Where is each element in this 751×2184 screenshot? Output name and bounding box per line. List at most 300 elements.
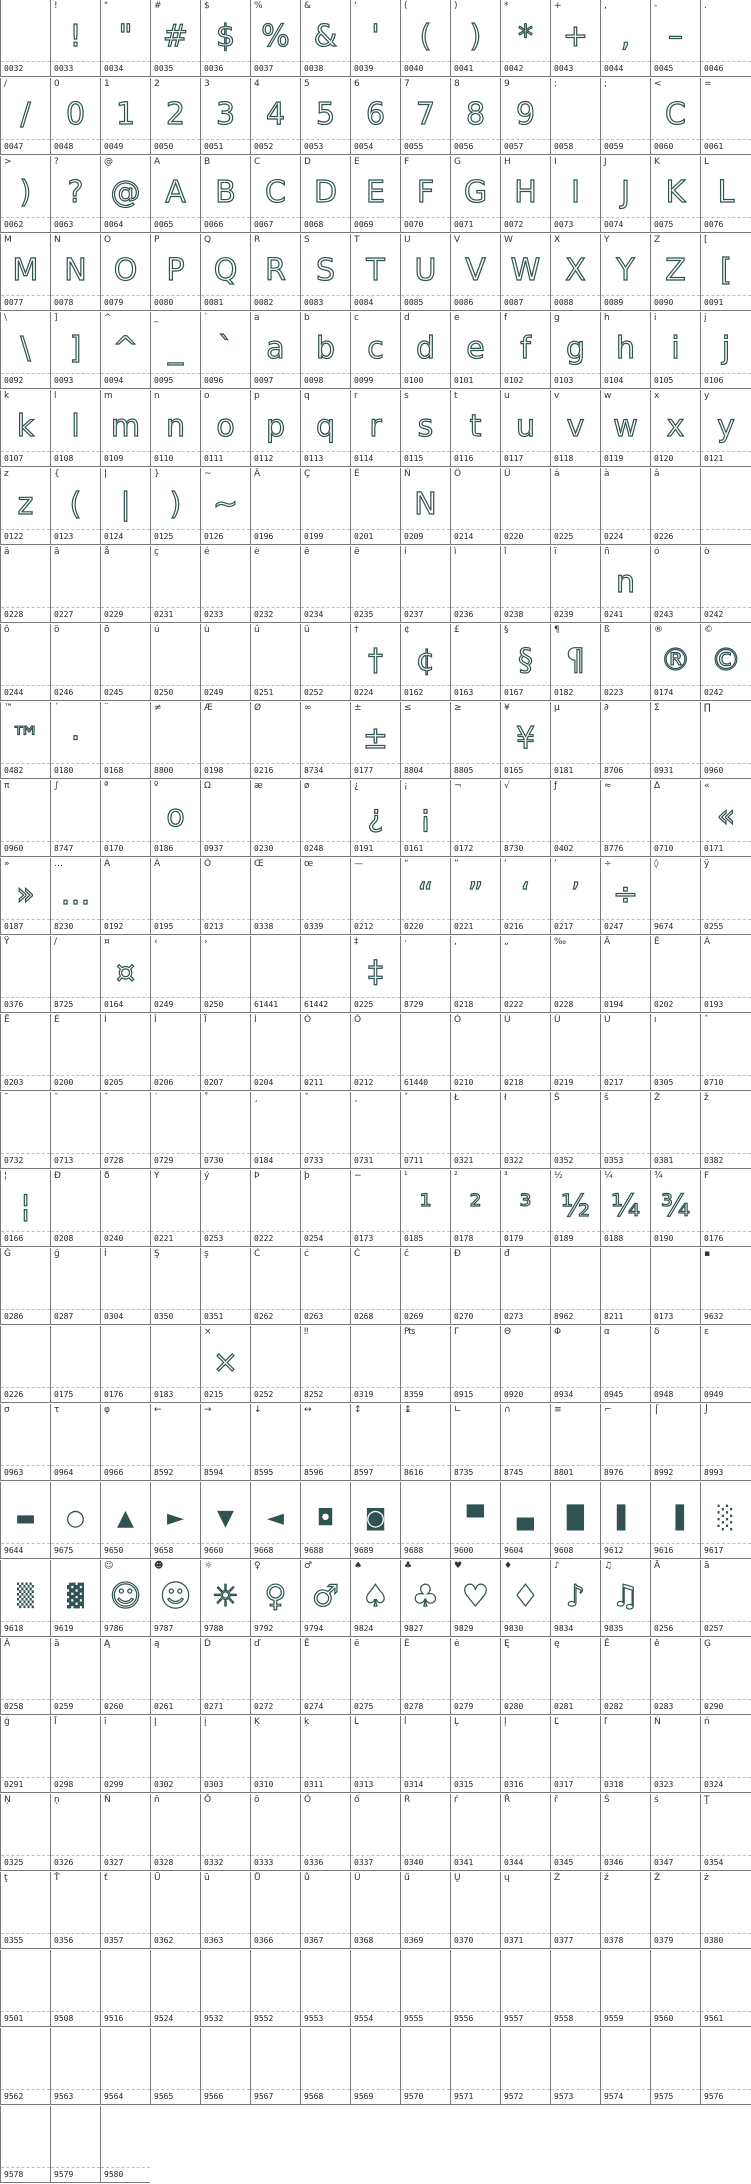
- glyph-cell[interactable]: [650, 1248, 700, 1325]
- glyph-cell[interactable]: [0, 1638, 50, 1715]
- glyph-cell[interactable]: [100, 2028, 150, 2105]
- glyph-cell[interactable]: [200, 1170, 250, 1247]
- glyph-cell[interactable]: [100, 234, 150, 311]
- glyph-cell[interactable]: [250, 1170, 300, 1247]
- glyph-cell[interactable]: [100, 546, 150, 623]
- glyph-cell[interactable]: [150, 858, 200, 935]
- glyph-cell[interactable]: [50, 1950, 100, 2027]
- glyph-cell[interactable]: [500, 780, 550, 857]
- glyph-cell[interactable]: [100, 1482, 150, 1559]
- glyph-cell[interactable]: [400, 936, 450, 1013]
- glyph-cell[interactable]: [50, 78, 100, 155]
- glyph-cell[interactable]: [350, 1716, 400, 1793]
- glyph-cell[interactable]: [650, 0, 700, 77]
- glyph-cell[interactable]: [300, 156, 350, 233]
- glyph-cell[interactable]: [550, 1092, 600, 1169]
- glyph-cell[interactable]: [550, 702, 600, 779]
- glyph-cell[interactable]: [700, 1170, 751, 1247]
- glyph-cell[interactable]: [450, 1560, 500, 1637]
- glyph-cell[interactable]: [550, 2028, 600, 2105]
- glyph-cell[interactable]: [0, 234, 50, 311]
- glyph-cell[interactable]: [600, 702, 650, 779]
- glyph-cell[interactable]: [100, 1950, 150, 2027]
- glyph-cell[interactable]: [50, 1326, 100, 1403]
- glyph-cell[interactable]: [0, 1482, 50, 1559]
- glyph-cell[interactable]: [550, 78, 600, 155]
- glyph-cell[interactable]: [300, 1170, 350, 1247]
- glyph-cell[interactable]: [700, 1092, 751, 1169]
- glyph-cell[interactable]: [200, 858, 250, 935]
- glyph-cell[interactable]: [100, 1092, 150, 1169]
- glyph-cell[interactable]: [250, 234, 300, 311]
- glyph-cell[interactable]: [550, 858, 600, 935]
- glyph-cell[interactable]: [250, 1092, 300, 1169]
- glyph-cell[interactable]: [450, 468, 500, 545]
- glyph-cell[interactable]: [650, 78, 700, 155]
- glyph-cell[interactable]: [500, 858, 550, 935]
- glyph-cell[interactable]: [150, 1794, 200, 1871]
- glyph-cell[interactable]: [150, 1638, 200, 1715]
- glyph-cell[interactable]: [250, 156, 300, 233]
- glyph-cell[interactable]: [500, 1326, 550, 1403]
- glyph-cell[interactable]: [400, 1014, 450, 1091]
- glyph-cell[interactable]: [250, 624, 300, 701]
- glyph-cell[interactable]: [200, 1092, 250, 1169]
- glyph-cell[interactable]: [50, 2106, 100, 2183]
- glyph-cell[interactable]: [50, 936, 100, 1013]
- glyph-cell[interactable]: [650, 780, 700, 857]
- glyph-cell[interactable]: [450, 858, 500, 935]
- glyph-cell[interactable]: [50, 390, 100, 467]
- glyph-cell[interactable]: [550, 1326, 600, 1403]
- glyph-cell[interactable]: [600, 1170, 650, 1247]
- glyph-cell[interactable]: [650, 1170, 700, 1247]
- glyph-cell[interactable]: [150, 1014, 200, 1091]
- glyph-cell[interactable]: [200, 390, 250, 467]
- glyph-cell[interactable]: [150, 0, 200, 77]
- glyph-cell[interactable]: [600, 1326, 650, 1403]
- glyph-cell[interactable]: [100, 780, 150, 857]
- glyph-cell[interactable]: [250, 312, 300, 389]
- glyph-cell[interactable]: [500, 234, 550, 311]
- glyph-cell[interactable]: [350, 1248, 400, 1325]
- glyph-cell[interactable]: [150, 156, 200, 233]
- glyph-cell[interactable]: [50, 1014, 100, 1091]
- glyph-cell[interactable]: [700, 858, 751, 935]
- glyph-cell[interactable]: [100, 1638, 150, 1715]
- glyph-cell[interactable]: [400, 234, 450, 311]
- glyph-cell[interactable]: [650, 1794, 700, 1871]
- glyph-cell[interactable]: [350, 468, 400, 545]
- glyph-cell[interactable]: [700, 1872, 751, 1949]
- glyph-cell[interactable]: [50, 546, 100, 623]
- glyph-cell[interactable]: [100, 1872, 150, 1949]
- glyph-cell[interactable]: [700, 312, 751, 389]
- glyph-cell[interactable]: [400, 1248, 450, 1325]
- glyph-cell[interactable]: [700, 2028, 751, 2105]
- glyph-cell[interactable]: [400, 1092, 450, 1169]
- glyph-cell[interactable]: [300, 1326, 350, 1403]
- glyph-cell[interactable]: [400, 780, 450, 857]
- glyph-cell[interactable]: [50, 1560, 100, 1637]
- glyph-cell[interactable]: [250, 546, 300, 623]
- glyph-cell[interactable]: [700, 780, 751, 857]
- glyph-cell[interactable]: [300, 1248, 350, 1325]
- glyph-cell[interactable]: [300, 234, 350, 311]
- glyph-cell[interactable]: [200, 702, 250, 779]
- glyph-cell[interactable]: [50, 1170, 100, 1247]
- glyph-cell[interactable]: [50, 0, 100, 77]
- glyph-cell[interactable]: [450, 1482, 500, 1559]
- glyph-cell[interactable]: [500, 1716, 550, 1793]
- glyph-cell[interactable]: [550, 1404, 600, 1481]
- glyph-cell[interactable]: [700, 546, 751, 623]
- glyph-cell[interactable]: [0, 780, 50, 857]
- glyph-cell[interactable]: [0, 1560, 50, 1637]
- glyph-cell[interactable]: [150, 390, 200, 467]
- glyph-cell[interactable]: [450, 936, 500, 1013]
- glyph-cell[interactable]: [100, 624, 150, 701]
- glyph-cell[interactable]: [700, 468, 751, 545]
- glyph-cell[interactable]: [400, 1326, 450, 1403]
- glyph-cell[interactable]: [500, 1638, 550, 1715]
- glyph-cell[interactable]: [550, 1248, 600, 1325]
- glyph-cell[interactable]: [700, 234, 751, 311]
- glyph-cell[interactable]: [0, 2106, 50, 2183]
- glyph-cell[interactable]: [200, 1404, 250, 1481]
- glyph-cell[interactable]: [650, 936, 700, 1013]
- glyph-cell[interactable]: [50, 1248, 100, 1325]
- glyph-cell[interactable]: [250, 0, 300, 77]
- glyph-cell[interactable]: [550, 390, 600, 467]
- glyph-cell[interactable]: [250, 1014, 300, 1091]
- glyph-cell[interactable]: [600, 1014, 650, 1091]
- glyph-cell[interactable]: [650, 1872, 700, 1949]
- glyph-cell[interactable]: [600, 1794, 650, 1871]
- glyph-cell[interactable]: [100, 702, 150, 779]
- glyph-cell[interactable]: [0, 78, 50, 155]
- glyph-cell[interactable]: [400, 1482, 450, 1559]
- glyph-cell[interactable]: [100, 936, 150, 1013]
- glyph-cell[interactable]: [700, 1326, 751, 1403]
- glyph-cell[interactable]: [550, 1560, 600, 1637]
- glyph-cell[interactable]: [450, 702, 500, 779]
- glyph-cell[interactable]: [350, 1560, 400, 1637]
- glyph-cell[interactable]: [300, 1638, 350, 1715]
- glyph-cell[interactable]: [350, 1872, 400, 1949]
- glyph-cell[interactable]: [450, 1014, 500, 1091]
- glyph-cell[interactable]: [0, 1716, 50, 1793]
- glyph-cell[interactable]: [450, 0, 500, 77]
- glyph-cell[interactable]: [250, 1872, 300, 1949]
- glyph-cell[interactable]: [300, 0, 350, 77]
- glyph-cell[interactable]: [350, 1092, 400, 1169]
- glyph-cell[interactable]: [500, 702, 550, 779]
- glyph-cell[interactable]: [350, 156, 400, 233]
- glyph-cell[interactable]: [50, 1872, 100, 1949]
- glyph-cell[interactable]: [550, 1716, 600, 1793]
- glyph-cell[interactable]: [450, 1248, 500, 1325]
- glyph-cell[interactable]: [350, 936, 400, 1013]
- glyph-cell[interactable]: [100, 468, 150, 545]
- glyph-cell[interactable]: [400, 390, 450, 467]
- glyph-cell[interactable]: [150, 780, 200, 857]
- glyph-cell[interactable]: [300, 1482, 350, 1559]
- glyph-cell[interactable]: [550, 936, 600, 1013]
- glyph-cell[interactable]: [450, 1794, 500, 1871]
- glyph-cell[interactable]: [150, 702, 200, 779]
- glyph-cell[interactable]: [550, 1872, 600, 1949]
- glyph-cell[interactable]: [600, 546, 650, 623]
- glyph-cell[interactable]: [150, 1326, 200, 1403]
- glyph-cell[interactable]: [150, 1950, 200, 2027]
- glyph-cell[interactable]: [100, 1716, 150, 1793]
- glyph-cell[interactable]: [300, 858, 350, 935]
- glyph-cell[interactable]: [500, 1950, 550, 2027]
- glyph-cell[interactable]: [0, 1014, 50, 1091]
- glyph-cell[interactable]: [550, 156, 600, 233]
- glyph-cell[interactable]: [100, 312, 150, 389]
- glyph-cell[interactable]: [150, 2028, 200, 2105]
- glyph-cell[interactable]: [200, 78, 250, 155]
- glyph-cell[interactable]: [50, 624, 100, 701]
- glyph-cell[interactable]: [450, 1716, 500, 1793]
- glyph-cell[interactable]: [250, 1716, 300, 1793]
- glyph-cell[interactable]: [250, 1950, 300, 2027]
- glyph-cell[interactable]: [50, 1716, 100, 1793]
- glyph-cell[interactable]: [700, 1560, 751, 1637]
- glyph-cell[interactable]: [450, 390, 500, 467]
- glyph-cell[interactable]: [250, 780, 300, 857]
- glyph-cell[interactable]: [200, 624, 250, 701]
- glyph-cell[interactable]: [350, 0, 400, 77]
- glyph-cell[interactable]: [300, 1404, 350, 1481]
- glyph-cell[interactable]: [0, 1872, 50, 1949]
- glyph-cell[interactable]: [350, 1794, 400, 1871]
- glyph-cell[interactable]: [250, 78, 300, 155]
- glyph-cell[interactable]: [450, 546, 500, 623]
- glyph-cell[interactable]: [150, 1482, 200, 1559]
- glyph-cell[interactable]: [600, 312, 650, 389]
- glyph-cell[interactable]: [300, 702, 350, 779]
- glyph-cell[interactable]: [550, 780, 600, 857]
- glyph-cell[interactable]: [100, 858, 150, 935]
- glyph-cell[interactable]: [350, 702, 400, 779]
- glyph-cell[interactable]: [650, 1638, 700, 1715]
- glyph-cell[interactable]: [350, 858, 400, 935]
- glyph-cell[interactable]: [550, 1014, 600, 1091]
- glyph-cell[interactable]: [0, 1794, 50, 1871]
- glyph-cell[interactable]: [50, 2028, 100, 2105]
- glyph-cell[interactable]: [350, 1326, 400, 1403]
- glyph-cell[interactable]: [300, 624, 350, 701]
- glyph-cell[interactable]: [400, 1872, 450, 1949]
- glyph-cell[interactable]: [450, 234, 500, 311]
- glyph-cell[interactable]: [600, 858, 650, 935]
- glyph-cell[interactable]: [650, 1014, 700, 1091]
- glyph-cell[interactable]: [450, 780, 500, 857]
- glyph-cell[interactable]: [700, 390, 751, 467]
- glyph-cell[interactable]: [200, 780, 250, 857]
- glyph-cell[interactable]: [400, 1716, 450, 1793]
- glyph-cell[interactable]: [150, 624, 200, 701]
- glyph-cell[interactable]: [450, 624, 500, 701]
- glyph-cell[interactable]: [250, 858, 300, 935]
- glyph-cell[interactable]: [300, 2028, 350, 2105]
- glyph-cell[interactable]: [350, 78, 400, 155]
- glyph-cell[interactable]: [700, 1404, 751, 1481]
- glyph-cell[interactable]: [450, 1872, 500, 1949]
- glyph-cell[interactable]: [400, 858, 450, 935]
- glyph-cell[interactable]: [50, 858, 100, 935]
- glyph-cell[interactable]: [450, 1638, 500, 1715]
- glyph-cell[interactable]: [650, 2028, 700, 2105]
- glyph-cell[interactable]: [450, 1326, 500, 1403]
- glyph-cell[interactable]: [50, 234, 100, 311]
- glyph-cell[interactable]: [600, 624, 650, 701]
- glyph-cell[interactable]: [550, 1482, 600, 1559]
- glyph-cell[interactable]: [200, 234, 250, 311]
- glyph-cell[interactable]: [0, 1170, 50, 1247]
- glyph-cell[interactable]: [700, 1482, 751, 1559]
- glyph-cell[interactable]: [700, 936, 751, 1013]
- glyph-cell[interactable]: [400, 0, 450, 77]
- glyph-cell[interactable]: [500, 156, 550, 233]
- glyph-cell[interactable]: [150, 1716, 200, 1793]
- glyph-cell[interactable]: [350, 1404, 400, 1481]
- glyph-cell[interactable]: [400, 702, 450, 779]
- glyph-cell[interactable]: [650, 1482, 700, 1559]
- glyph-cell[interactable]: [400, 2028, 450, 2105]
- glyph-cell[interactable]: [600, 1404, 650, 1481]
- glyph-cell[interactable]: [500, 936, 550, 1013]
- glyph-cell[interactable]: [450, 156, 500, 233]
- glyph-cell[interactable]: [600, 468, 650, 545]
- glyph-cell[interactable]: [650, 858, 700, 935]
- glyph-cell[interactable]: [450, 1092, 500, 1169]
- glyph-cell[interactable]: [600, 1716, 650, 1793]
- glyph-cell[interactable]: [150, 468, 200, 545]
- glyph-cell[interactable]: [300, 1560, 350, 1637]
- glyph-cell[interactable]: [700, 702, 751, 779]
- glyph-cell[interactable]: [200, 1482, 250, 1559]
- glyph-cell[interactable]: [600, 1872, 650, 1949]
- glyph-cell[interactable]: [50, 702, 100, 779]
- glyph-cell[interactable]: [0, 1092, 50, 1169]
- glyph-cell[interactable]: [0, 546, 50, 623]
- glyph-cell[interactable]: [150, 546, 200, 623]
- glyph-cell[interactable]: [400, 78, 450, 155]
- glyph-cell[interactable]: [400, 1950, 450, 2027]
- glyph-cell[interactable]: [150, 936, 200, 1013]
- glyph-cell[interactable]: [50, 1092, 100, 1169]
- glyph-cell[interactable]: [0, 1248, 50, 1325]
- glyph-cell[interactable]: [500, 1482, 550, 1559]
- glyph-cell[interactable]: [500, 0, 550, 77]
- glyph-cell[interactable]: [100, 1248, 150, 1325]
- glyph-cell[interactable]: [350, 1170, 400, 1247]
- glyph-cell[interactable]: [200, 1950, 250, 2027]
- glyph-cell[interactable]: [400, 1560, 450, 1637]
- glyph-cell[interactable]: [650, 1560, 700, 1637]
- glyph-cell[interactable]: [250, 1482, 300, 1559]
- glyph-cell[interactable]: [50, 1638, 100, 1715]
- glyph-cell[interactable]: [250, 1794, 300, 1871]
- glyph-cell[interactable]: [500, 1560, 550, 1637]
- glyph-cell[interactable]: [50, 1794, 100, 1871]
- glyph-cell[interactable]: [650, 624, 700, 701]
- glyph-cell[interactable]: [0, 624, 50, 701]
- glyph-cell[interactable]: [350, 2028, 400, 2105]
- glyph-cell[interactable]: [700, 1716, 751, 1793]
- glyph-cell[interactable]: [550, 0, 600, 77]
- glyph-cell[interactable]: [350, 234, 400, 311]
- glyph-cell[interactable]: [500, 1794, 550, 1871]
- glyph-cell[interactable]: [0, 1404, 50, 1481]
- glyph-cell[interactable]: [150, 1872, 200, 1949]
- glyph-cell[interactable]: [650, 546, 700, 623]
- glyph-cell[interactable]: [400, 156, 450, 233]
- glyph-cell[interactable]: [700, 0, 751, 77]
- glyph-cell[interactable]: [450, 1404, 500, 1481]
- glyph-cell[interactable]: [300, 1794, 350, 1871]
- glyph-cell[interactable]: [550, 624, 600, 701]
- glyph-cell[interactable]: [350, 390, 400, 467]
- glyph-cell[interactable]: [600, 1092, 650, 1169]
- glyph-cell[interactable]: [400, 624, 450, 701]
- glyph-cell[interactable]: [100, 390, 150, 467]
- glyph-cell[interactable]: [200, 468, 250, 545]
- glyph-cell[interactable]: [0, 858, 50, 935]
- glyph-cell[interactable]: [50, 468, 100, 545]
- glyph-cell[interactable]: [100, 1014, 150, 1091]
- glyph-cell[interactable]: [550, 312, 600, 389]
- glyph-cell[interactable]: [250, 468, 300, 545]
- glyph-cell[interactable]: [300, 468, 350, 545]
- glyph-cell[interactable]: [150, 1248, 200, 1325]
- glyph-cell[interactable]: [300, 1872, 350, 1949]
- glyph-cell[interactable]: [600, 1638, 650, 1715]
- glyph-cell[interactable]: [200, 156, 250, 233]
- glyph-cell[interactable]: [500, 390, 550, 467]
- glyph-cell[interactable]: [350, 1482, 400, 1559]
- glyph-cell[interactable]: [650, 1716, 700, 1793]
- glyph-cell[interactable]: [300, 936, 350, 1013]
- glyph-cell[interactable]: [300, 78, 350, 155]
- glyph-cell[interactable]: [400, 1404, 450, 1481]
- glyph-cell[interactable]: [650, 1404, 700, 1481]
- glyph-cell[interactable]: [200, 936, 250, 1013]
- glyph-cell[interactable]: [550, 1950, 600, 2027]
- glyph-cell[interactable]: [500, 1872, 550, 1949]
- glyph-cell[interactable]: [350, 624, 400, 701]
- glyph-cell[interactable]: [300, 390, 350, 467]
- glyph-cell[interactable]: [150, 1170, 200, 1247]
- glyph-cell[interactable]: [600, 156, 650, 233]
- glyph-cell[interactable]: [300, 1014, 350, 1091]
- glyph-cell[interactable]: [400, 1170, 450, 1247]
- glyph-cell[interactable]: [300, 312, 350, 389]
- glyph-cell[interactable]: [700, 1794, 751, 1871]
- glyph-cell[interactable]: [600, 780, 650, 857]
- glyph-cell[interactable]: [300, 1950, 350, 2027]
- glyph-cell[interactable]: [200, 546, 250, 623]
- glyph-cell[interactable]: [700, 624, 751, 701]
- glyph-cell[interactable]: [450, 1170, 500, 1247]
- glyph-cell[interactable]: [0, 702, 50, 779]
- glyph-cell[interactable]: [650, 156, 700, 233]
- glyph-cell[interactable]: [600, 1950, 650, 2027]
